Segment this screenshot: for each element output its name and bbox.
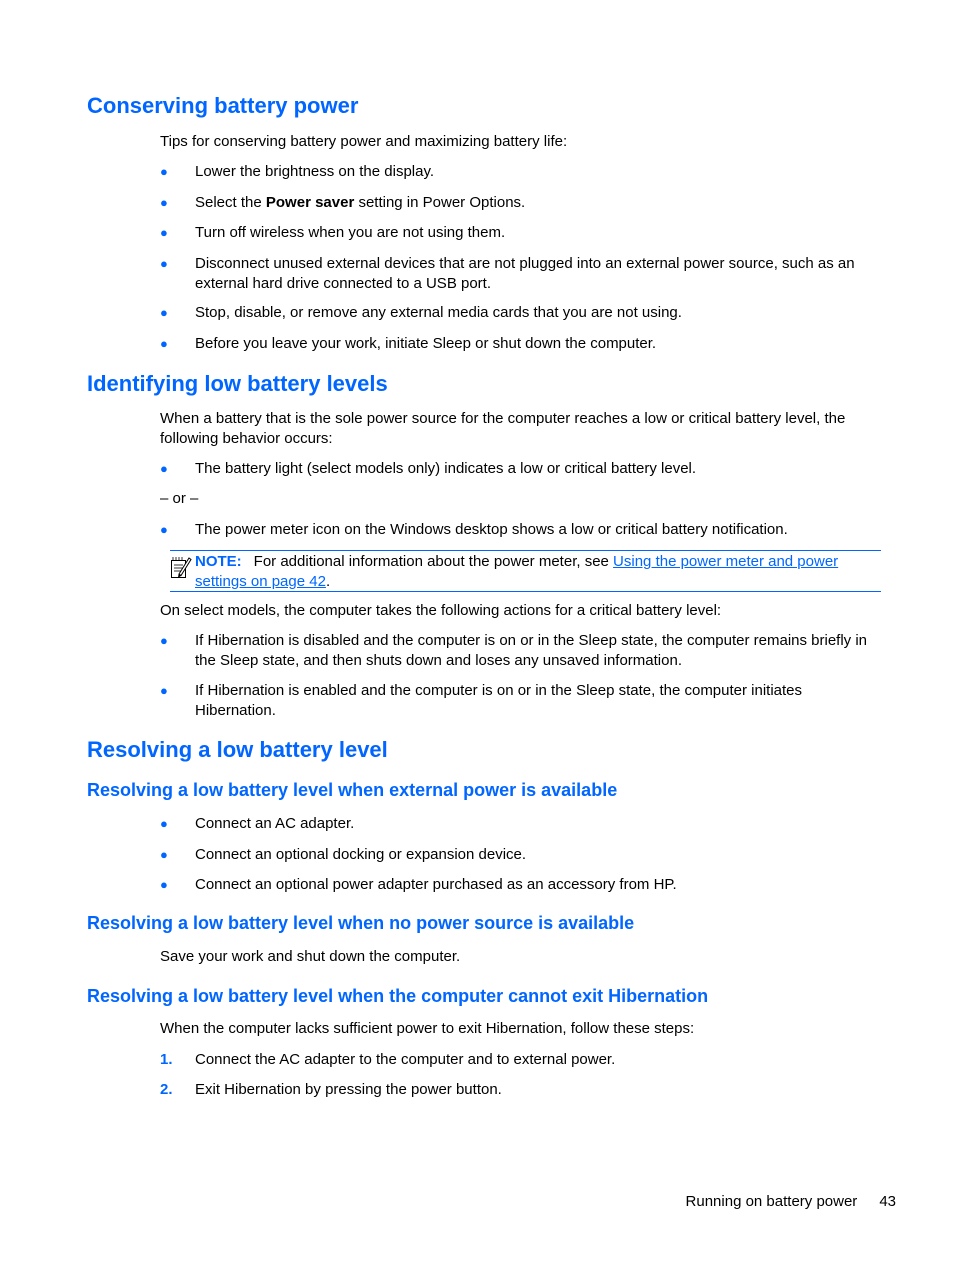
- bullet-icon: ●: [160, 683, 168, 698]
- section-intro: When a battery that is the sole power source for the computer reaches a low or critical battery level, the following behavior occurs:: [160, 410, 846, 447]
- select-models-text: On select models, the computer takes the following actions for a critical battery level:: [160, 602, 722, 619]
- note-pencil-icon: [170, 554, 192, 580]
- bullet-icon: ●: [160, 461, 168, 476]
- step-number: 1.: [160, 1051, 173, 1068]
- footer-chapter: Running on battery power: [685, 1193, 858, 1210]
- subsection-title-external-power: Resolving a low battery level when external power is available: [87, 780, 618, 800]
- bullet-icon: ●: [160, 195, 168, 210]
- page-footer: [686, 1193, 896, 1210]
- bullet-icon: ●: [160, 633, 168, 648]
- paragraph: When the computer lacks sufficient power to exit Hibernation, follow these steps:: [160, 1020, 695, 1037]
- section-intro: Tips for conserving battery power and maximizing battery life:: [160, 133, 568, 150]
- subsection-title-no-power: Resolving a low battery level when no power source is available: [87, 913, 635, 933]
- bullet-icon: ●: [160, 164, 168, 179]
- section-title-conserving: Conserving battery power: [87, 93, 359, 118]
- note-text: NOTE: For additional information about the power meter, see Using the power meter and power settings on page 42.: [195, 553, 839, 590]
- or-separator: – or –: [160, 490, 199, 507]
- bullet-icon: ●: [160, 877, 168, 892]
- bullet-icon: ●: [160, 225, 168, 240]
- bullet-icon: ●: [160, 847, 168, 862]
- document-page: Conserving battery power Tips for conserving battery power and maximizing battery life: ● Lower the brightness on the display. ● Select the Power saver setting in Power Options. ● Turn off wireless when you are not using them. ● Disconnect unused external devices that are not plugged into an external power source, such as an external hard drive connected to a USB port. ● Stop, disable, or remove any external media cards that you are not using. ● Before you leave your work, initiate Sleep or shut down the computer. Identifying low battery levels When a battery that is the sole power source for the computer reaches a low or critical battery level, the following behavior occurs: ● The battery light (select models only) indicates a low or critical battery level. – or – ● The power meter icon on the Windows desktop shows a low or critical battery notification. NOTE: For additional information about the power meter, see Using the power meter and power settings on page 42. On select models, the computer takes the following actions for a critical battery level: ● If Hibernation is disabled and the computer is on or in the Sleep state, the computer remains briefly in the Sleep state, and then shuts down and loses any unsaved information. ● If Hibernation is enabled and the computer is on or in the Sleep state, the computer initiates Hibernation. Resolving a low battery level Resolving a low battery level when external power is available ● Connect an AC adapter. ● Connect an optional docking or expansion device. ● Connect an optional power adapter purchased as an accessory from HP. Resolving a low battery level when no power source is available Save your work and shut down the computer. Resolving a low battery level when the computer cannot exit Hibernation When the computer lacks sufficient power to exit Hibernation, follow these steps: 1. Connect the AC adapter to the computer and to external power. 2. Exit Hibernation by pressing the power button. Running on battery power 43: [87, 93, 896, 1210]
- paragraph: Save your work and shut down the computer.: [160, 948, 461, 965]
- bullet-icon: ●: [160, 305, 168, 320]
- power-meter-link[interactable]: Using the power meter and power settings on page 42: [195, 553, 839, 590]
- step-number: 2.: [160, 1081, 173, 1098]
- note-box: [170, 550, 881, 592]
- section-title-resolving: Resolving a low battery level: [87, 737, 388, 762]
- bullet-icon: ●: [160, 336, 168, 351]
- page-number: 43: [879, 1193, 896, 1210]
- section-title-identifying: Identifying low battery levels: [87, 371, 388, 396]
- emphasis-power-saver: Power saver: [265, 194, 355, 211]
- bullet-icon: ●: [160, 522, 168, 537]
- subsection-title-hibernation: Resolving a low battery level when the computer cannot exit Hibernation: [87, 986, 709, 1006]
- bullet-icon: ●: [160, 816, 168, 831]
- bullet-icon: ●: [160, 256, 168, 271]
- note-label: NOTE:: [195, 553, 242, 570]
